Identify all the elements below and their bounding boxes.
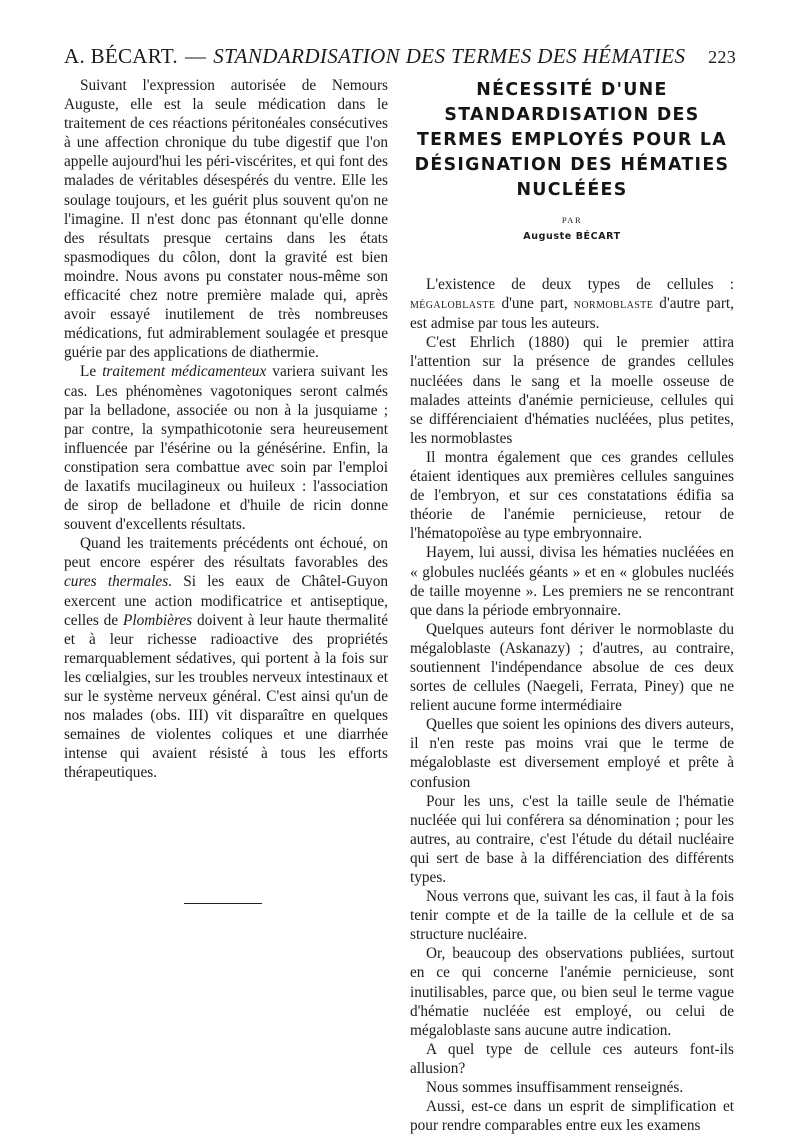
emphasis-cures-thermales: cures thermales — [64, 573, 169, 591]
title-line: NUCLÉÉES — [516, 180, 628, 200]
left-column — [64, 76, 388, 782]
left-paragraph-1: Suivant l'expression autorisée de Nemours Auguste, elle est la seule médication dans le traitement de ces réactions péritonéales consécutives à une affection chronique du tube digestif que l'on appelle aujourd'hui les péri-viscérites, et qui font des malades de véritables désespérés du ventre. Elle les soulage toujours, et les guérit plus souvent qu'on ne l'imagine. Il n'est donc pas étonnant qu'elle donne des résultats presque certains dans les états spasmodiques du côlon, dont la gravité est bien moindre. Nous avons pu constater nous-même son efficacité chez notre première malade qui, après avoir essayé inutilement de très nombreuses médications, fut admirablement soulagée et presque guérie par des applications de diathermie. — [64, 77, 388, 362]
article-author: Auguste BÉCART — [523, 231, 621, 242]
text-run: variera suivant les cas. Les phénomènes vagotoniques seront calmés par la belladone, associée ou non à la jusquiame ; par contre, la sympathicotonie sera heureusement influencée par l'ésérine ou la génésérine. Enfin, la constipation sera combattue avec soin par l'emploi de laxatifs mucilagineux ou huileux : l'association de sirop de belladone et d'huile de ricin donne souvent d'excellents résultats. — [64, 363, 389, 534]
right-paragraph-7: Pour les uns, c'est la taille seule de l'hématie nucléée qui lui conférera sa dénomination ; pour les autres, au contraire, c'est l'étude du détail nucléaire qui sert de base à la différenciation des différents types. — [410, 792, 734, 886]
emphasis-traitement: traitement médicamenteux — [102, 363, 267, 381]
running-head-dash: — — [184, 44, 207, 68]
term-megaloblaste: mégaloblaste — [410, 297, 496, 313]
right-paragraph-10: A quel type de cellule ces auteurs font-ils allusion? — [410, 1040, 734, 1077]
running-head-author: A. BÉCART. — [64, 44, 178, 68]
right-paragraph-9: Or, beaucoup des observations publiées, surtout en ce qui concerne l'anémie pernicieuse, sont inutilisables, parce que, ou bien seul le terme vague d'hématie nucléée est employé, ou celui de mégaloblaste sans aucune autre indication. — [410, 945, 734, 1039]
right-paragraph-12: Aussi, est-ce dans un esprit de simplification et pour rendre comparables entre eux les examens — [410, 1098, 734, 1135]
right-paragraph-4: Hayem, lui aussi, divisa les hématies nucléées en « globules nucléés géants » et en « globules nucléés de taille moyenne ». Les premiers ne se rencontrant que dans la période embryonnaire. — [410, 544, 734, 619]
text-run: Quand les traitements précédents ont échoué, on peut encore espérer des résultats favorables des — [64, 535, 388, 572]
right-paragraph-8: Nous verrons que, suivant les cas, il faut à la fois tenir compte et de la taille de la cellule et de sa structure nucléaire. — [410, 888, 734, 944]
text-run: L'existence de deux types de cellules : — [426, 276, 734, 294]
term-normoblaste: normoblaste — [573, 297, 654, 313]
text-run: doivent à leur haute thermalité et à leur richesse radioactive des propriétés remarquablement sédatives, qui portent à la fois sur les cœlialgies, sur les troubles nerveux intestinaux et sur le système nerveux général. C'est ainsi qu'un de nos malades (obs. III) vit disparaître en quelques semaines de violentes coliques et une diarrhée intense qui avaient résisté à tous les efforts thérapeutiques. — [64, 611, 388, 782]
running-head-title: STANDARDISATION DES TERMES DES HÉMATIES — [213, 44, 686, 68]
title-line: TERMES EMPLOYÉS POUR LA — [416, 130, 728, 150]
right-paragraph-1 — [410, 275, 734, 333]
left-paragraph-2 — [64, 362, 388, 534]
emphasis-plombieres: Plombières — [122, 611, 193, 629]
article-title — [410, 78, 734, 203]
page-number: 223 — [708, 47, 736, 67]
right-paragraph-3: Il montra également que ces grandes cellules étaient identiques aux premières cellules sanguines de l'embryon, et sur ces constatations édifia sa théorie de l'anémie pernicieuse, retour de l'hématopoïèse au type embryonnaire. — [410, 448, 734, 543]
text-run: Le — [80, 363, 103, 381]
right-column — [410, 76, 734, 1135]
title-line: NÉCESSITÉ D'UNE — [476, 80, 668, 100]
right-paragraph-6: Quelles que soient les opinions des divers auteurs, il n'en reste pas moins vrai que le terme de mégaloblaste est diversement employé et prête à confusion — [410, 716, 734, 791]
text-run: . Si les eaux de Châtel-Guyon exercent une action modificatrice et antiseptique, celles de — [64, 573, 388, 629]
left-paragraph-3 — [64, 534, 388, 782]
right-paragraph-2: C'est Ehrlich (1880) qui le premier attira l'attention sur la présence de grandes cellules nucléées dans le sang et la moelle osseuse de malades atteints d'anémie pernicieuse, cellules qui se différenciaient d'hématies nucléées, plus petites, les normoblastes — [410, 334, 734, 447]
title-line: STANDARDISATION DES — [444, 105, 700, 125]
title-line: DÉSIGNATION DES HÉMATIES — [414, 155, 730, 175]
running-head — [64, 44, 736, 69]
byline-par: PAR — [561, 215, 583, 225]
text-run: d'une part, — [495, 295, 574, 313]
right-paragraph-11: Nous sommes insuffisamment renseignés. — [426, 1079, 684, 1097]
section-divider — [184, 903, 262, 904]
right-paragraph-5: Quelques auteurs font dériver le normoblaste du mégaloblaste (Askanazy) ; d'autres, au contraire, soutiennent l'indépendance absolue de ces deux sortes de cellules (Naegeli, Ferrata, Piney) que ne relient aucune forme intermédiaire — [410, 620, 734, 715]
text-run: d'autre part, est admise par tous les auteurs. — [410, 295, 735, 333]
